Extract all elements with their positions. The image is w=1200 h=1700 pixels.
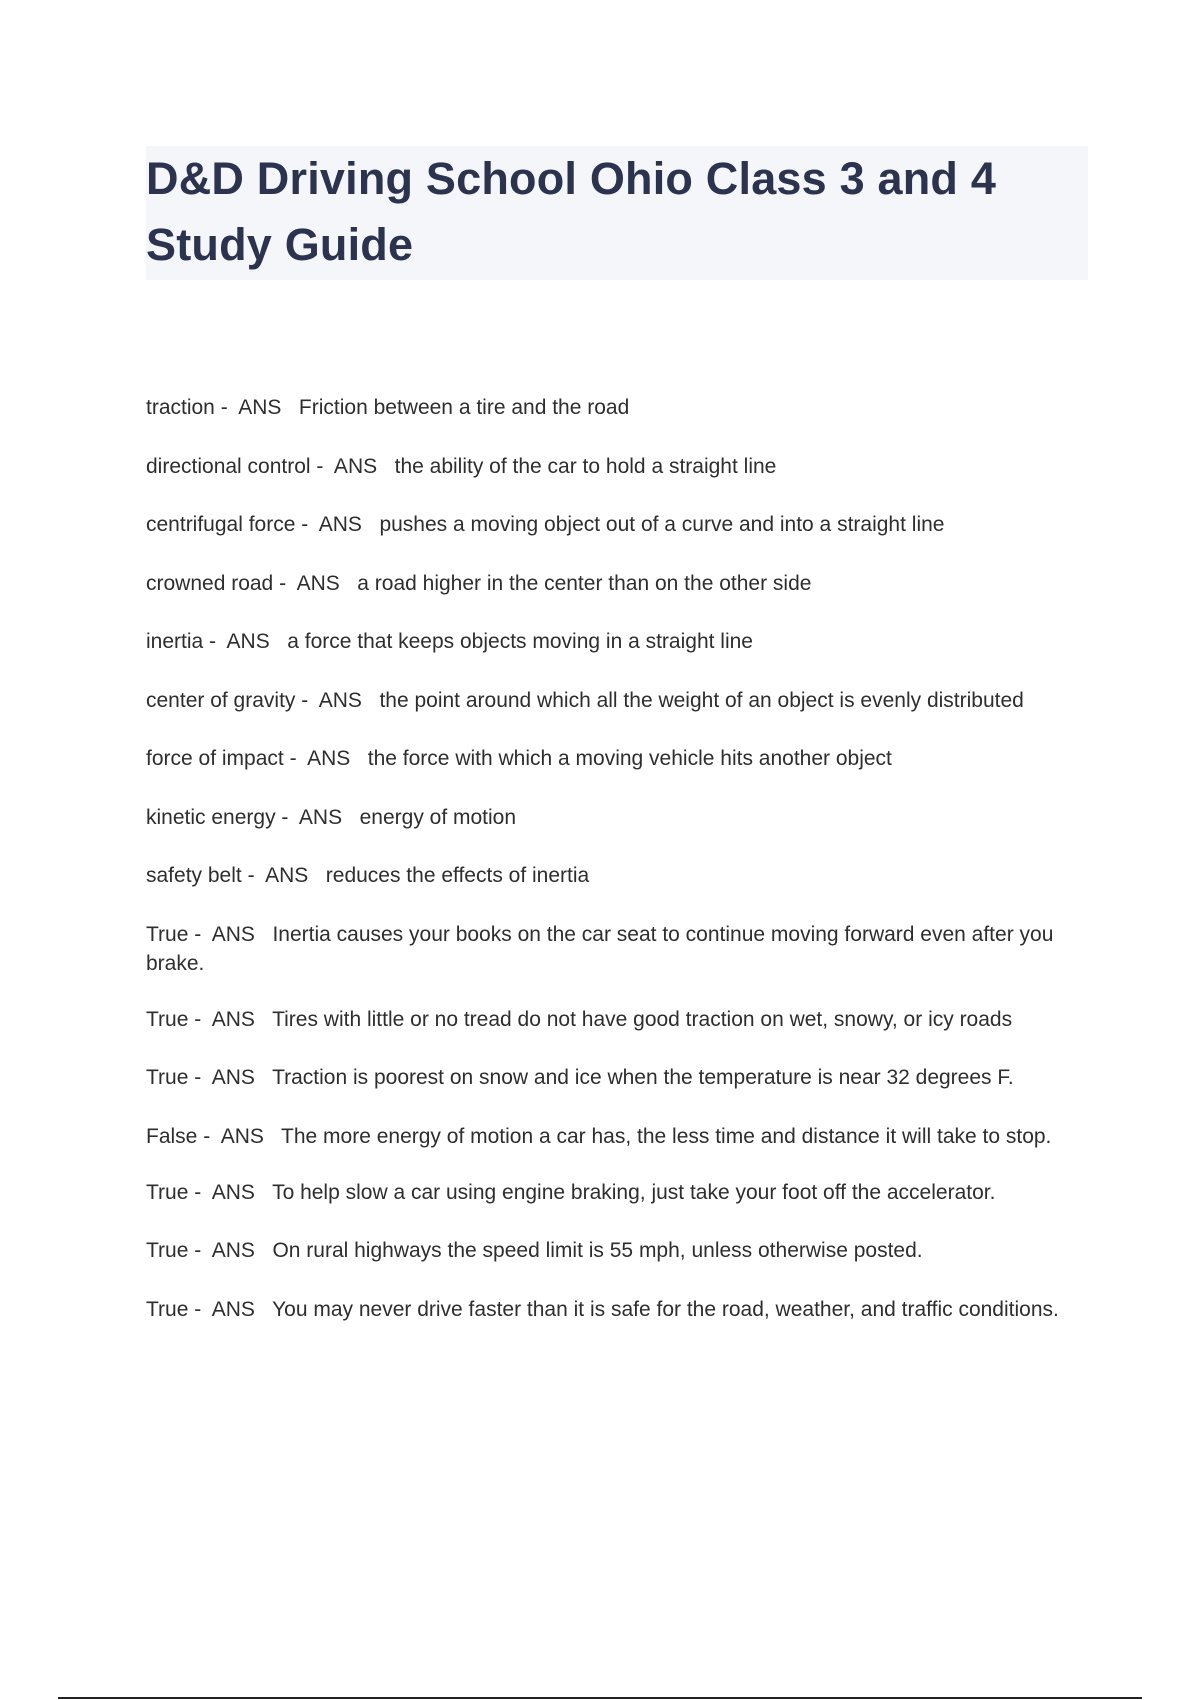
term: True <box>146 1007 189 1031</box>
ans-separator: - ANS <box>188 1180 273 1204</box>
answer: The more energy of motion a car has, the less time and distance it will take to stop. <box>281 1124 1052 1148</box>
list-item <box>146 1295 1086 1324</box>
term: True <box>146 1239 189 1262</box>
list-item <box>146 1005 1086 1034</box>
ans-separator: - ANS <box>283 747 368 770</box>
page-title: D&D Driving School Ohio Class 3 and 4 Study Guide <box>146 153 997 270</box>
answer: the ability of the car to hold a straight line <box>394 454 777 478</box>
answer: You may never drive faster than it is safe for the road, weather, and traffic conditions. <box>272 1297 1059 1321</box>
list-item <box>146 920 1086 978</box>
footer-divider <box>58 1697 1142 1699</box>
answer: Inertia causes your books on the car seat to continue moving forward even after you brake. <box>146 922 1054 975</box>
qa-list <box>146 393 1086 1351</box>
answer: a force that keeps objects moving in a straight line <box>287 630 753 653</box>
term: crowned road <box>146 571 274 595</box>
term: True <box>146 1180 189 1204</box>
ans-separator: - ANS <box>188 1297 273 1321</box>
answer: the force with which a moving vehicle hits another object <box>367 747 892 770</box>
list-item <box>146 744 1086 773</box>
term: force of impact <box>146 747 284 770</box>
term: center of gravity <box>146 688 296 712</box>
term: directional control <box>146 454 311 478</box>
term: True <box>146 922 189 946</box>
list-item <box>146 1236 1086 1265</box>
ans-separator: - ANS <box>295 513 380 536</box>
ans-separator: - ANS <box>197 1124 282 1148</box>
term: True <box>146 1297 189 1321</box>
answer: the point around which all the weight of an object is evenly distributed <box>379 688 1024 712</box>
list-item <box>146 569 1086 598</box>
list-item <box>146 510 1086 539</box>
list-item <box>146 627 1086 656</box>
ans-separator: - ANS <box>275 805 360 829</box>
term: inertia <box>146 630 204 653</box>
answer: reduces the effects of inertia <box>325 864 590 887</box>
list-item <box>146 393 1086 422</box>
answer: Traction is poorest on snow and ice when the temperature is near 32 degrees F. <box>272 1066 1014 1089</box>
term: False <box>146 1124 198 1148</box>
ans-separator: - ANS <box>310 454 395 478</box>
ans-separator: - ANS <box>188 1007 273 1031</box>
answer: Tires with little or no tread do not have good traction on wet, snowy, or icy roads <box>272 1007 1013 1031</box>
term: centrifugal force <box>146 513 296 536</box>
ans-separator: - ANS <box>241 864 326 887</box>
ans-separator: - ANS <box>273 571 358 595</box>
ans-separator: - ANS <box>188 922 273 946</box>
list-item <box>146 1178 1086 1207</box>
answer: On rural highways the speed limit is 55 mph, unless otherwise posted. <box>272 1239 923 1262</box>
term: True <box>146 1066 189 1089</box>
title-block <box>146 146 1088 280</box>
answer: a road higher in the center than on the other side <box>357 571 812 595</box>
answer: To help slow a car using engine braking, just take your foot off the accelerator. <box>272 1180 996 1204</box>
list-item <box>146 1063 1086 1092</box>
ans-separator: - ANS <box>188 1239 273 1262</box>
answer: Friction between a tire and the road <box>298 396 630 419</box>
ans-separator: - ANS <box>188 1066 273 1089</box>
list-item <box>146 1122 1086 1151</box>
list-item <box>146 686 1086 715</box>
ans-separator: - ANS <box>214 396 299 419</box>
answer: pushes a moving object out of a curve and into a straight line <box>379 513 945 536</box>
term: traction <box>146 396 215 419</box>
term: kinetic energy <box>146 805 276 829</box>
list-item <box>146 861 1086 890</box>
term: safety belt <box>146 864 242 887</box>
list-item <box>146 803 1086 832</box>
ans-separator: - ANS <box>295 688 380 712</box>
ans-separator: - ANS <box>203 630 288 653</box>
list-item <box>146 452 1086 481</box>
answer: energy of motion <box>359 805 517 829</box>
